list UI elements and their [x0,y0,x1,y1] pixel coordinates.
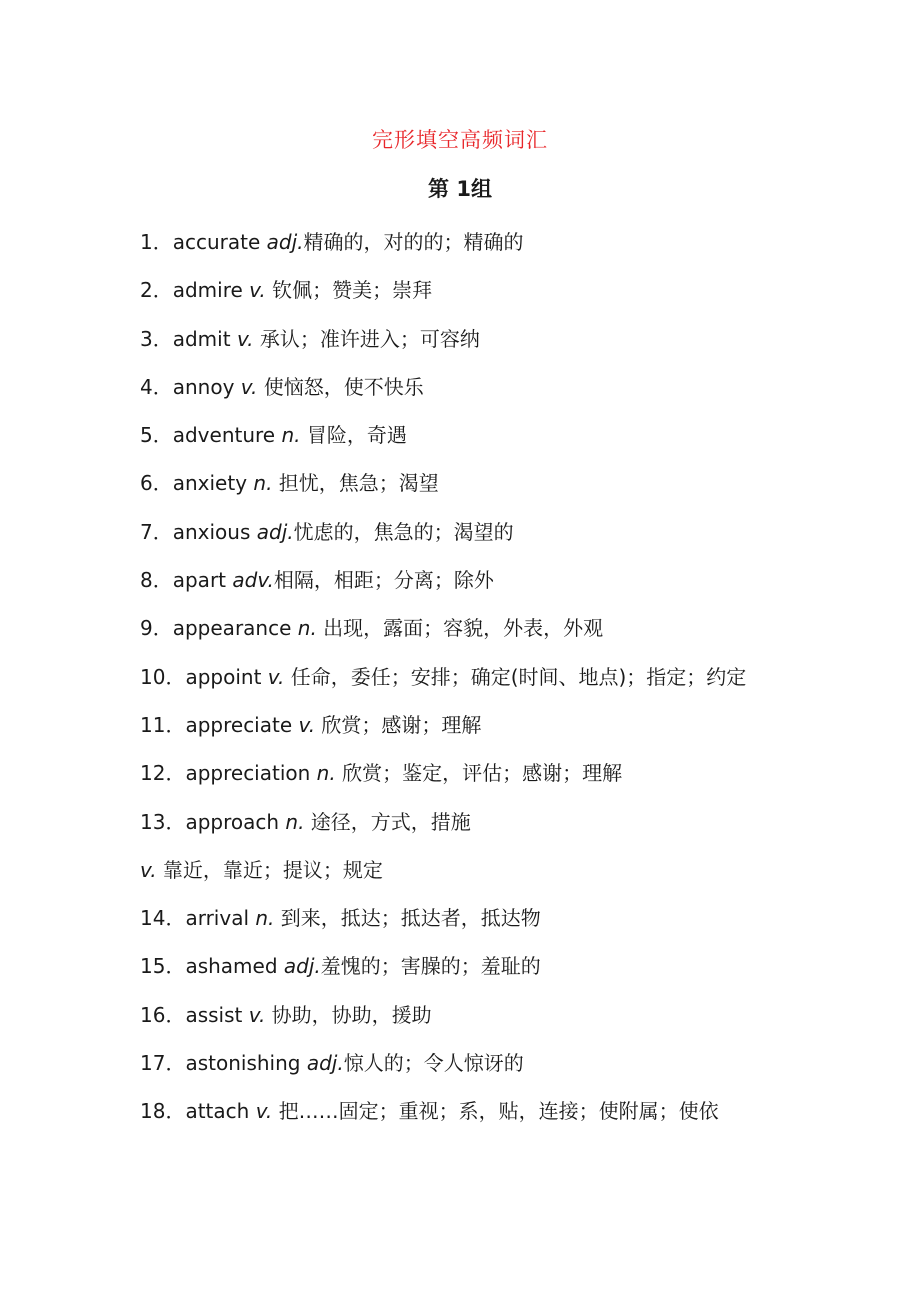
part-of-speech: n. [253,471,273,496]
vocabulary-entry [140,411,800,459]
entry-number: 3． [140,326,173,351]
vocabulary-entry [140,701,800,749]
entry-number: 1． [140,230,173,254]
vocabulary-entry [140,1039,800,1087]
vocabulary-entry [140,894,800,942]
entry-number: 18． [140,1099,186,1124]
entry-word: appreciate [185,712,299,737]
entry-definition: 协助，协助，援助 [265,1002,432,1027]
entry-word: apart [172,568,233,593]
entry-word: admit [172,326,237,351]
vocabulary-entry [140,508,800,556]
part-of-speech: adj. [266,230,304,254]
entry-definition: 欣赏；鉴定，评估；感谢；理解 [335,761,623,786]
part-of-speech: v. [240,374,258,399]
vocabulary-entry [140,604,800,652]
entry-word: appearance [172,616,298,641]
entry-number: 5． [140,423,173,448]
entry-definition: 欣赏；感谢；理解 [315,712,482,737]
vocabulary-entry [140,266,800,314]
entry-definition: 钦佩；赞美；崇拜 [265,278,433,303]
entry-definition: 惊人的；令人惊讶的 [343,1051,524,1076]
entry-word: approach [185,809,286,834]
entry-definition: 任命，委任；安排；确定(时间、地点)；指定；约定 [284,664,747,689]
entry-number: 15． [140,954,186,979]
entry-number: 2． [140,278,173,303]
part-of-speech: adv. [232,568,274,593]
entry-number: 11． [140,712,186,737]
part-of-speech: v. [249,278,266,303]
part-of-speech: n. [285,809,305,834]
entry-definition: 出现，露面；容貌，外表，外观 [316,616,604,641]
vocabulary-entry [140,459,800,507]
entry-definition: 相隔，相距；分离；除外 [273,568,494,593]
entry-number: 8． [140,568,173,593]
part-of-speech: adj. [283,954,321,979]
part-of-speech: v. [140,857,157,882]
part-of-speech: n. [297,616,317,641]
entry-number: 7． [140,519,173,544]
entry-definition: 把……固定；重视；系，贴，连接；使附属；使依 [272,1099,719,1124]
entry-word: admire [172,278,250,303]
entry-number: 6． [140,471,173,496]
entry-number: 4． [140,374,173,399]
part-of-speech: v. [267,664,285,689]
vocabulary-entry [140,991,800,1039]
entry-number: 13． [140,809,186,834]
entry-number: 16． [140,1002,186,1027]
part-of-speech: n. [281,423,301,448]
entry-word: anxious [172,519,257,544]
entry-word: adventure [172,423,282,448]
part-of-speech: v. [236,326,254,351]
entry-definition: 使恼怒，使不快乐 [257,374,424,399]
vocabulary-entry [140,798,800,846]
entry-number: 14． [140,906,186,931]
entry-word: arrival [185,906,256,931]
vocabulary-entry [140,1087,800,1135]
entry-number: 10． [140,664,186,689]
entry-number: 9． [140,616,173,641]
entry-word: annoy [172,374,241,399]
vocabulary-entry [140,315,800,363]
part-of-speech: n. [316,761,336,786]
entry-definition: 到来，抵达；抵达者，抵达物 [274,906,541,931]
part-of-speech: n. [255,906,275,931]
entry-word: appoint [185,664,268,689]
vocabulary-list [140,218,800,1136]
entry-word: attach [185,1099,256,1124]
entry-word: astonishing [185,1051,307,1076]
part-of-speech: adj. [306,1051,344,1076]
part-of-speech: v. [248,1002,266,1027]
group-title: 第 1组 [428,177,492,201]
entry-word: ashamed [185,954,284,979]
part-of-speech: adj. [256,519,294,544]
entry-word: assist [185,1002,249,1027]
document-title: 完形填空高频词汇 [372,128,548,152]
vocabulary-entry [140,556,800,604]
entry-definition: 忧虑的，焦急的；渴望的 [293,519,514,544]
entry-definition: 承认；准许进入；可容纳 [253,326,480,351]
entry-definition: 精确的，对的的；精确的 [303,230,524,254]
entry-number: 12． [140,761,186,786]
entry-word: accurate [172,230,267,254]
vocabulary-entry [140,942,800,990]
vocabulary-entry [140,846,800,894]
vocabulary-entry [140,363,800,411]
entry-definition: 羞愧的；害臊的；羞耻的 [320,954,541,979]
vocabulary-entry [140,218,800,266]
vocabulary-entry [140,653,800,701]
part-of-speech: v. [255,1099,273,1124]
entry-definition: 冒险，奇遇 [300,423,407,448]
entry-word: anxiety [172,471,254,496]
entry-number: 17． [140,1051,186,1076]
entry-definition: 途径，方式，措施 [304,809,471,834]
vocabulary-entry [140,749,800,797]
entry-definition: 担忧，焦急；渴望 [272,471,439,496]
entry-definition: 靠近，靠近；提议；规定 [156,857,383,882]
part-of-speech: v. [298,712,316,737]
entry-word: appreciation [185,761,317,786]
